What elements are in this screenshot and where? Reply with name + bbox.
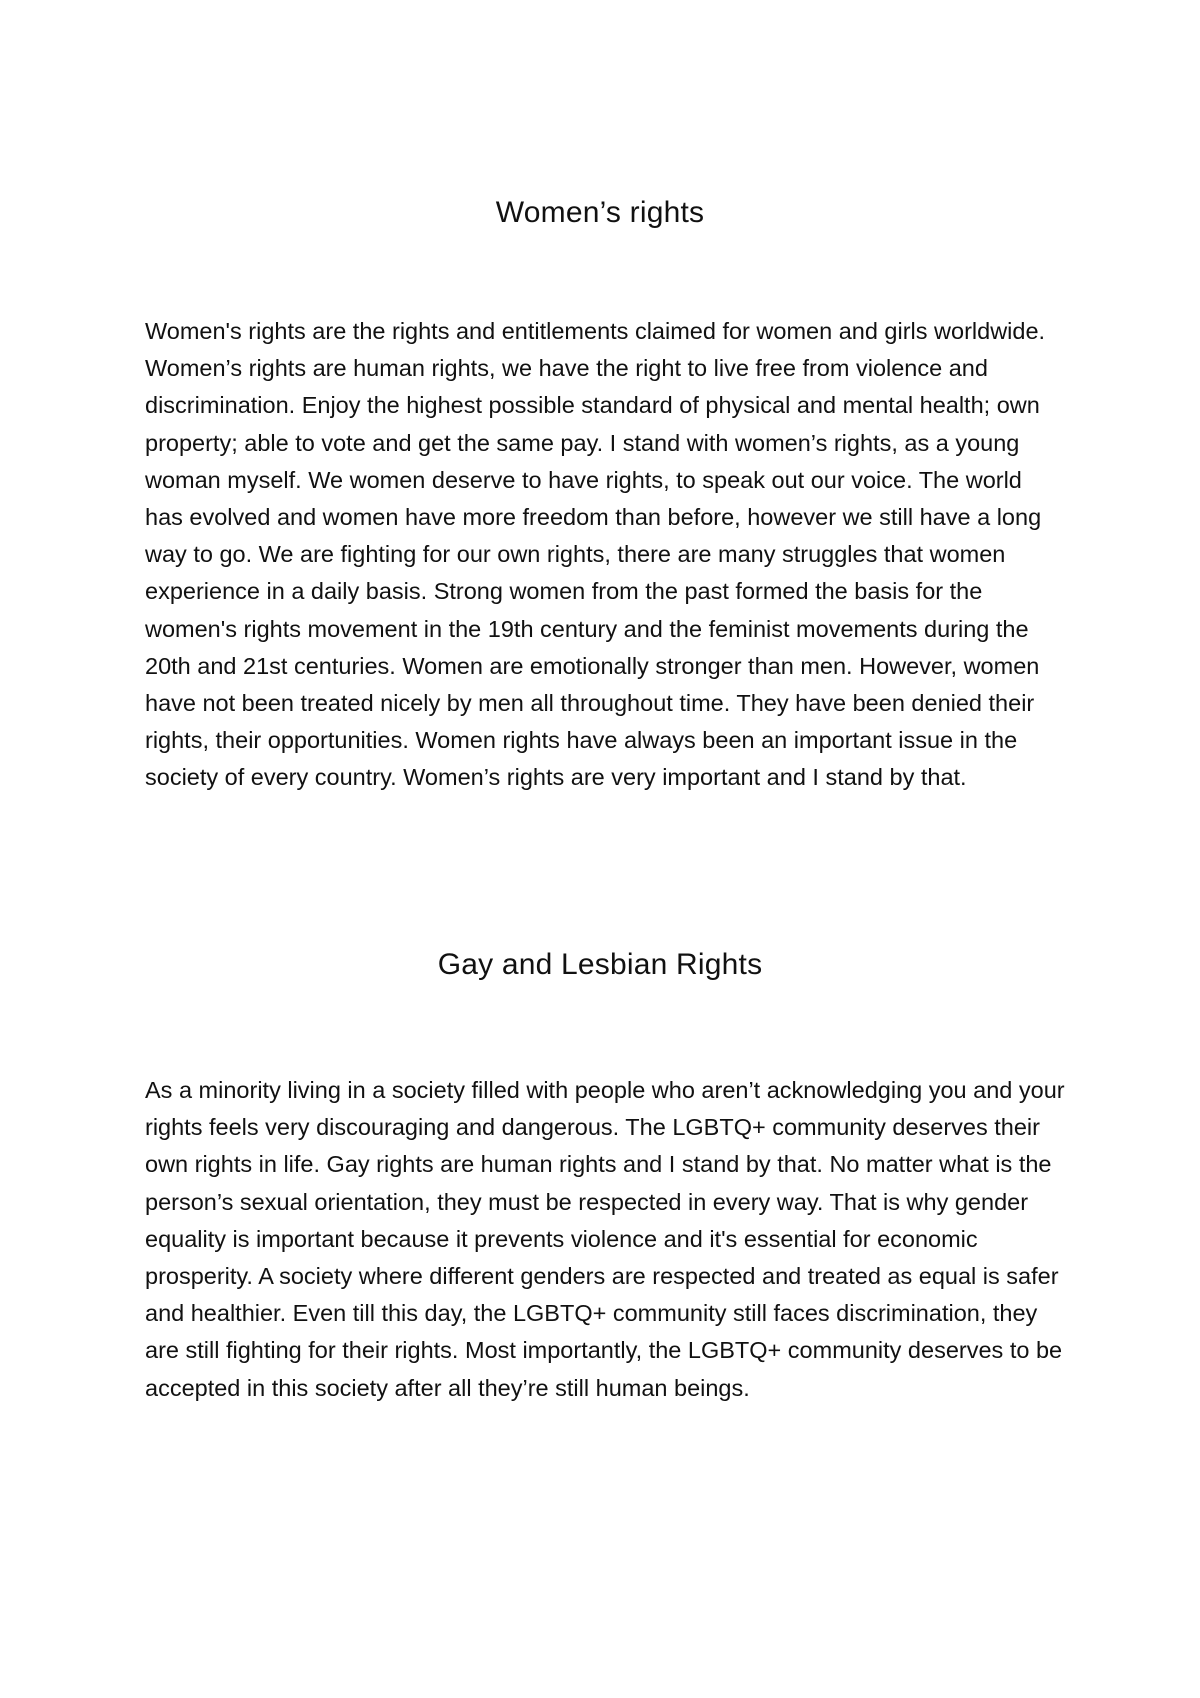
section-heading-gay-lesbian-rights: Gay and Lesbian Rights (437, 948, 763, 981)
paragraph-gay-lesbian-rights: As a minority living in a society filled with people who aren’t acknowledging you and your rights feels very discouraging and dangerous. The LGBTQ+ community deserves their own rights in life. Gay rights are human rights and I stand by that. No matter what is the person’s sexual orientation, they must be respected in every way. That is why gender equality is important because it prevents violence and it's essential for economic prosperity. A society where different genders are respected and treated as equal is safer and healthier. Even till this day, the LGBTQ+ community still faces discrimination, they are still fighting for their rights. Most importantly, the LGBTQ+ community deserves to be accepted in this society after all they’re still human beings. (145, 1077, 1065, 1401)
paragraph-womens-rights: Women's rights are the rights and entitlements claimed for women and girls worldwide. Women’s rights are human rights, we have the right to live free from violence and discrimination. Enjoy the highest possible standard of physical and mental health; own property; able to vote and get the same pay. I stand with women’s rights, as a young woman myself. We women deserve to have rights, to speak out our voice. The world has evolved and women have more freedom than before, however we still have a long way to go. We are fighting for our own rights, there are many struggles that women experience in a daily basis. Strong women from the past formed the basis for the women's rights movement in the 19th century and the feminist movements during the 20th and 21st centuries. Women are emotionally stronger than men. However, women have not been treated nicely by men all throughout time. They have been denied their rights, their opportunities. Women rights have always been an important issue in the society of every country. Women’s rights are very important and I stand by that. (145, 318, 1046, 791)
section-heading-womens-rights: Women’s rights (495, 196, 705, 229)
